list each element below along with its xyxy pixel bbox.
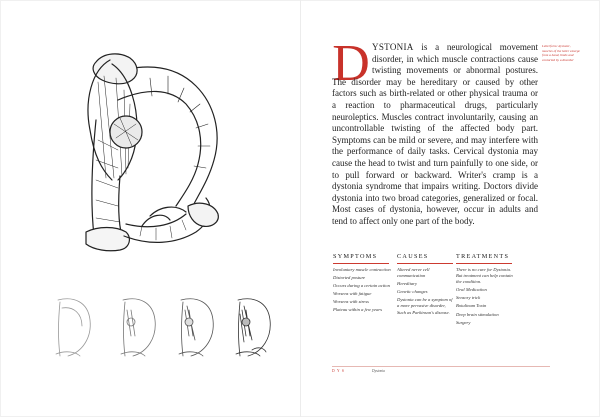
drop-cap: D <box>332 35 370 92</box>
list-item: Occurs during a certain action <box>333 283 390 289</box>
book-gutter <box>300 0 301 417</box>
list-item: Worsens with stress <box>333 299 369 305</box>
footer-rule <box>332 366 550 367</box>
list-item: Distorted posture <box>333 275 366 281</box>
letter-d-limb-illustration-icon <box>0 0 300 300</box>
drop-cap-space <box>332 42 372 76</box>
list-item: Surgery <box>456 319 471 325</box>
treatments-column <box>456 253 514 328</box>
letter-d-sketch-icon <box>236 299 270 356</box>
list-item: Altered nerve cell communication <box>397 267 430 279</box>
column-title: TREATMENTS <box>456 253 512 264</box>
letter-d-sketch-icon <box>179 299 213 356</box>
list-item: Botulinum Toxin <box>456 303 487 309</box>
list-item: Hereditary <box>397 281 417 287</box>
letter-d-sketch-icon <box>56 299 90 356</box>
list-item: Oral Medication <box>456 287 487 293</box>
list-item: Worsens with fatigue <box>333 291 372 297</box>
footer-running-title: Dystonia <box>372 369 385 373</box>
letter-d-sketch-sequence <box>0 290 300 370</box>
list-item: Involuntary muscle contraction <box>333 267 391 272</box>
footer-folio: D Y S <box>332 369 345 373</box>
causes-column <box>397 253 455 318</box>
list-item: Plateau within a few years <box>333 307 382 313</box>
list-item: Genetic changes <box>397 289 428 295</box>
letter-d-sketch-icon <box>121 299 155 356</box>
list-item: There is no cure for Dystonia. But treatment can help contain the condition. <box>456 267 513 285</box>
intro-lead-word: YSTONIA <box>372 42 414 52</box>
column-title: CAUSES <box>397 253 453 264</box>
list-item: Dystonia can be a symptom of a more pervasive disorder, Such as Parkinson's disease. <box>397 297 453 315</box>
symptoms-column <box>333 253 391 316</box>
column-title: SYMPTOMS <box>333 253 389 264</box>
list-item: Sensory trick <box>456 295 481 301</box>
intro-body-text: is a neurological movement disorder, in which muscle contractions cause twisting movements or abnormal postures. The disorder may be hereditary or caused by other factors such as birth-related or other physical trauma or a reaction to pharmaceutical drugs, particularly neuroleptics. Muscles contract involuntarily, causing an uncontrollable twisting of the affected body part. Symptoms can be mild or severe, and may interfere with the performance of daily tasks. Cervical dystonia may cause the head to twist and turn painfully to one side, or to pull forward or backward. Writer's cramp is a dystonia syndrome that impairs writing. Doctors divide dystonia into two broad categories, generalized or focal. Most cases of dystonia, however, occur in adults and tend to affect only one part of the body. <box>332 42 538 226</box>
intro-paragraph <box>332 35 538 228</box>
list-item: Deep brain stimulation <box>456 311 499 317</box>
margin-note: Letterform: dystonic, muscles of the letter emerge from a hand, limbs and contorted by a disorder <box>542 44 580 62</box>
